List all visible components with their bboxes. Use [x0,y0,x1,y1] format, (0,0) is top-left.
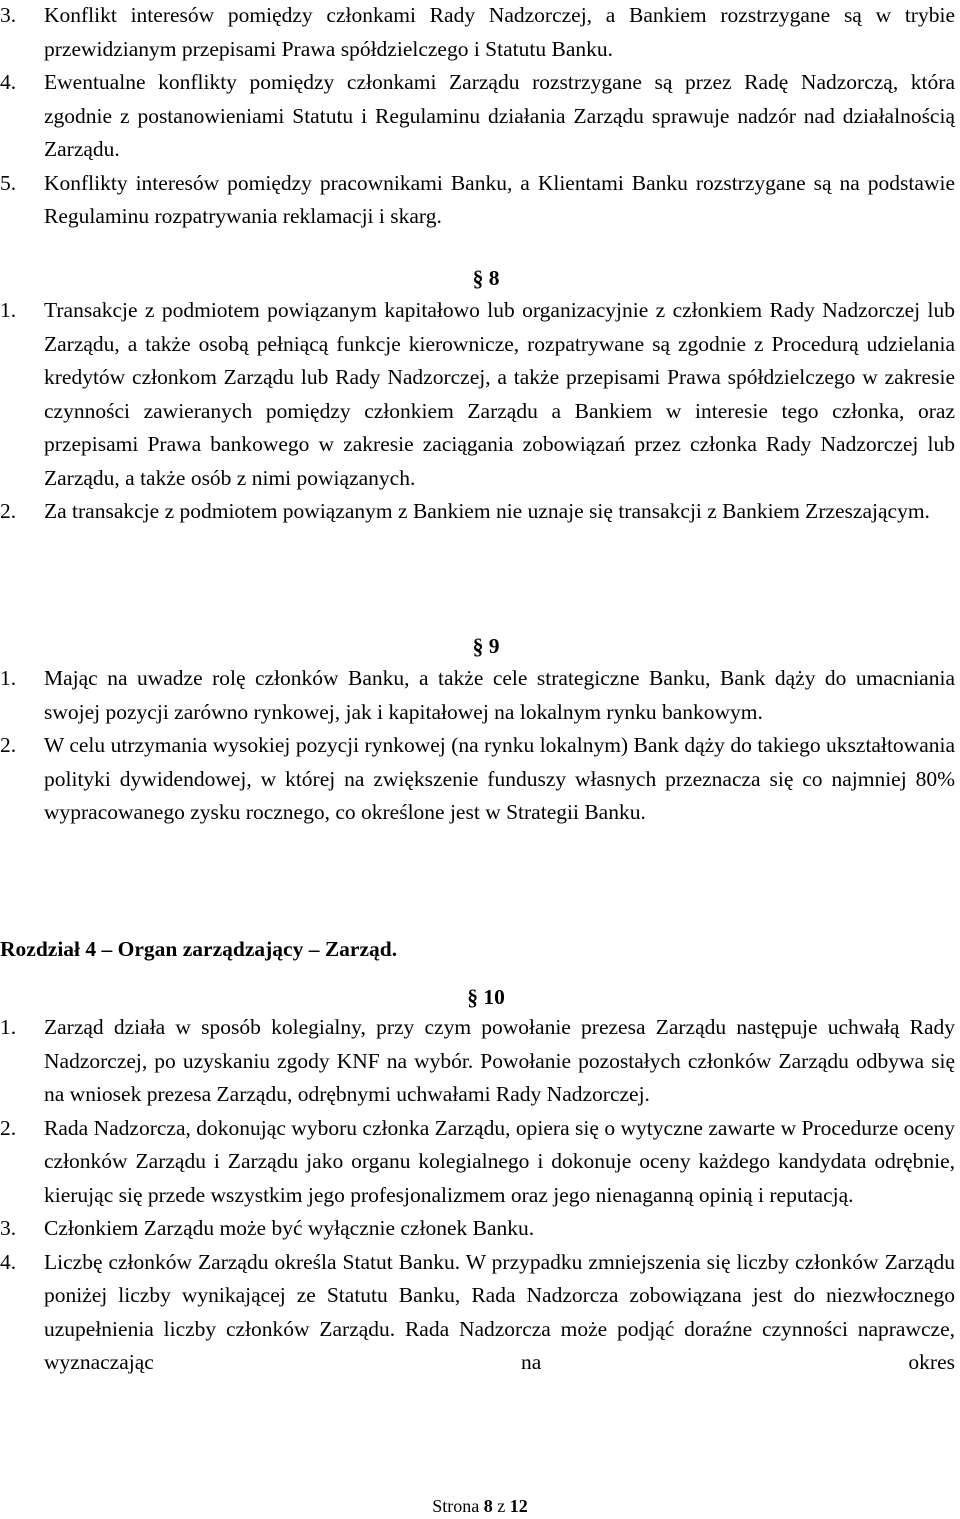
clause-list-section-10 [0,1011,955,1380]
list-item [0,66,955,167]
item-number: 3. [0,3,17,27]
footer-page-number: 8 [483,1496,493,1516]
item-number: 1. [0,298,17,322]
clause-list-top [0,0,955,234]
list-item [0,1011,955,1112]
list-item [0,167,955,234]
list-item [0,495,955,529]
page-footer [0,1495,960,1517]
list-item [0,729,955,830]
clause-list-section-8 [0,294,955,529]
item-text: Mając na uwadze rolę członków Banku, a także cele strategiczne Banku, Bank dąży do umacniania swojej pozycji zarówno rynkowej, jak i kapitałowej na lokalnym rynku bankowym. [44,666,955,724]
item-text: Liczbę członków Zarządu określa Statut Banku. W przypadku zmniejszenia się liczby członków Zarządu poniżej liczby wynikającej ze Statutu Banku, Rada Nadzorcza zobowiązana jest do niezwłocznego uzupełnienia liczby członków Zarządu. Rada Nadzorcza może podjąć doraźne czynności naprawcze, wyznaczając na okres [44,1249,955,1374]
section-number: 8 [488,266,500,290]
section-sign: § [467,984,478,1010]
item-number: 1. [0,666,17,690]
clause-list-section-9 [0,662,955,830]
footer-page-prefix: Strona [432,1496,480,1516]
item-number: 2. [0,1115,17,1140]
footer-separator: z [497,1496,506,1516]
list-item [0,1246,955,1380]
footer-page-total: 12 [509,1496,528,1516]
item-text: Ewentualne konflikty pomiędzy członkami Zarządu rozstrzygane są przez Radę Nadzorczą, która zgodnie z postanowieniami Statutu i Regulaminu działania Zarządu sprawuje nadzór nad działalnością Zarządu. [44,70,955,161]
section-heading-8 [0,264,960,292]
item-number: 2. [0,499,17,523]
section-sign: § [472,265,484,291]
list-item [0,1212,955,1246]
list-item [0,294,955,495]
section-heading-10 [0,983,960,1011]
chapter-heading: Rozdział 4 – Organ zarządzający – Zarząd. [0,937,398,961]
item-text: Konflikty interesów pomiędzy pracownikami Banku, a Klientami Banku rozstrzygane są na podstawie Regulaminu rozpatrywania reklamacji i skarg. [44,170,955,228]
list-item [0,662,955,729]
list-item [0,0,955,66]
item-text: Za transakcje z podmiotem powiązanym z Bankiem nie uznaje się transakcji z Bankiem Zrzeszającym. [44,499,930,523]
item-number: 3. [0,1216,17,1240]
section-sign: § [472,633,484,659]
list-item [0,1112,955,1213]
item-number: 2. [0,733,17,757]
section-heading-9 [0,632,960,660]
item-number: 4. [0,70,17,94]
item-number: 5. [0,170,17,195]
item-text: Członkiem Zarządu może być wyłącznie członek Banku. [44,1216,535,1240]
section-number: 10 [483,985,505,1009]
item-number: 1. [0,1015,17,1039]
item-text: Konflikt interesów pomiędzy członkami Rady Nadzorczej, a Bankiem rozstrzygane są w trybie przewidzianym przepisami Prawa spółdzielczego i Statutu Banku. [44,3,955,61]
item-text: Transakcje z podmiotem powiązanym kapitałowo lub organizacyjnie z członkiem Rady Nadzorczej lub Zarządu, a także osobą pełniącą funkcje kierownicze, rozpatrywane są zgodnie z Procedurą udzielania kredytów członkom Zarządu lub Rady Nadzorczej, a także przepisami Prawa spółdzielczego w zakresie czynności zawieranych pomiędzy członkiem Zarządu a Bankiem w interesie tego członka, oraz przepisami Prawa bankowego w zakresie zaciągania zobowiązań przez członka Rady Nadzorczej lub Zarządu, a także osób z nimi powiązanych. [44,298,955,490]
item-number: 4. [0,1249,17,1274]
item-text: Zarząd działa w sposób kolegialny, przy czym powołanie prezesa Zarządu następuje uchwałą Rady Nadzorczej, po uzyskaniu zgody KNF na wybór. Powołanie pozostałych członków Zarządu odbywa się na wniosek prezesa Zarządu, odrębnymi uchwałami Rady Nadzorczej. [44,1015,955,1106]
section-number: 9 [488,634,500,658]
item-text: Rada Nadzorcza, dokonując wyboru członka Zarządu, opiera się o wytyczne zawarte w Procedurze oceny członków Zarządu i Zarządu jako organu kolegialnego i dokonuje oceny każdego kandydata odrębnie, kierując się przede wszystkim jego profesjonalizmem oraz jego nienaganną opinią i reputacją. [44,1115,955,1207]
item-text: W celu utrzymania wysokiej pozycji rynkowej (na rynku lokalnym) Bank dąży do takiego ukształtowania polityki dywidendowej, w której na zwiększenie funduszy własnych przeznacza się co najmniej 80% wypracowanego zysku rocznego, co określone jest w Strategii Banku. [44,733,955,824]
